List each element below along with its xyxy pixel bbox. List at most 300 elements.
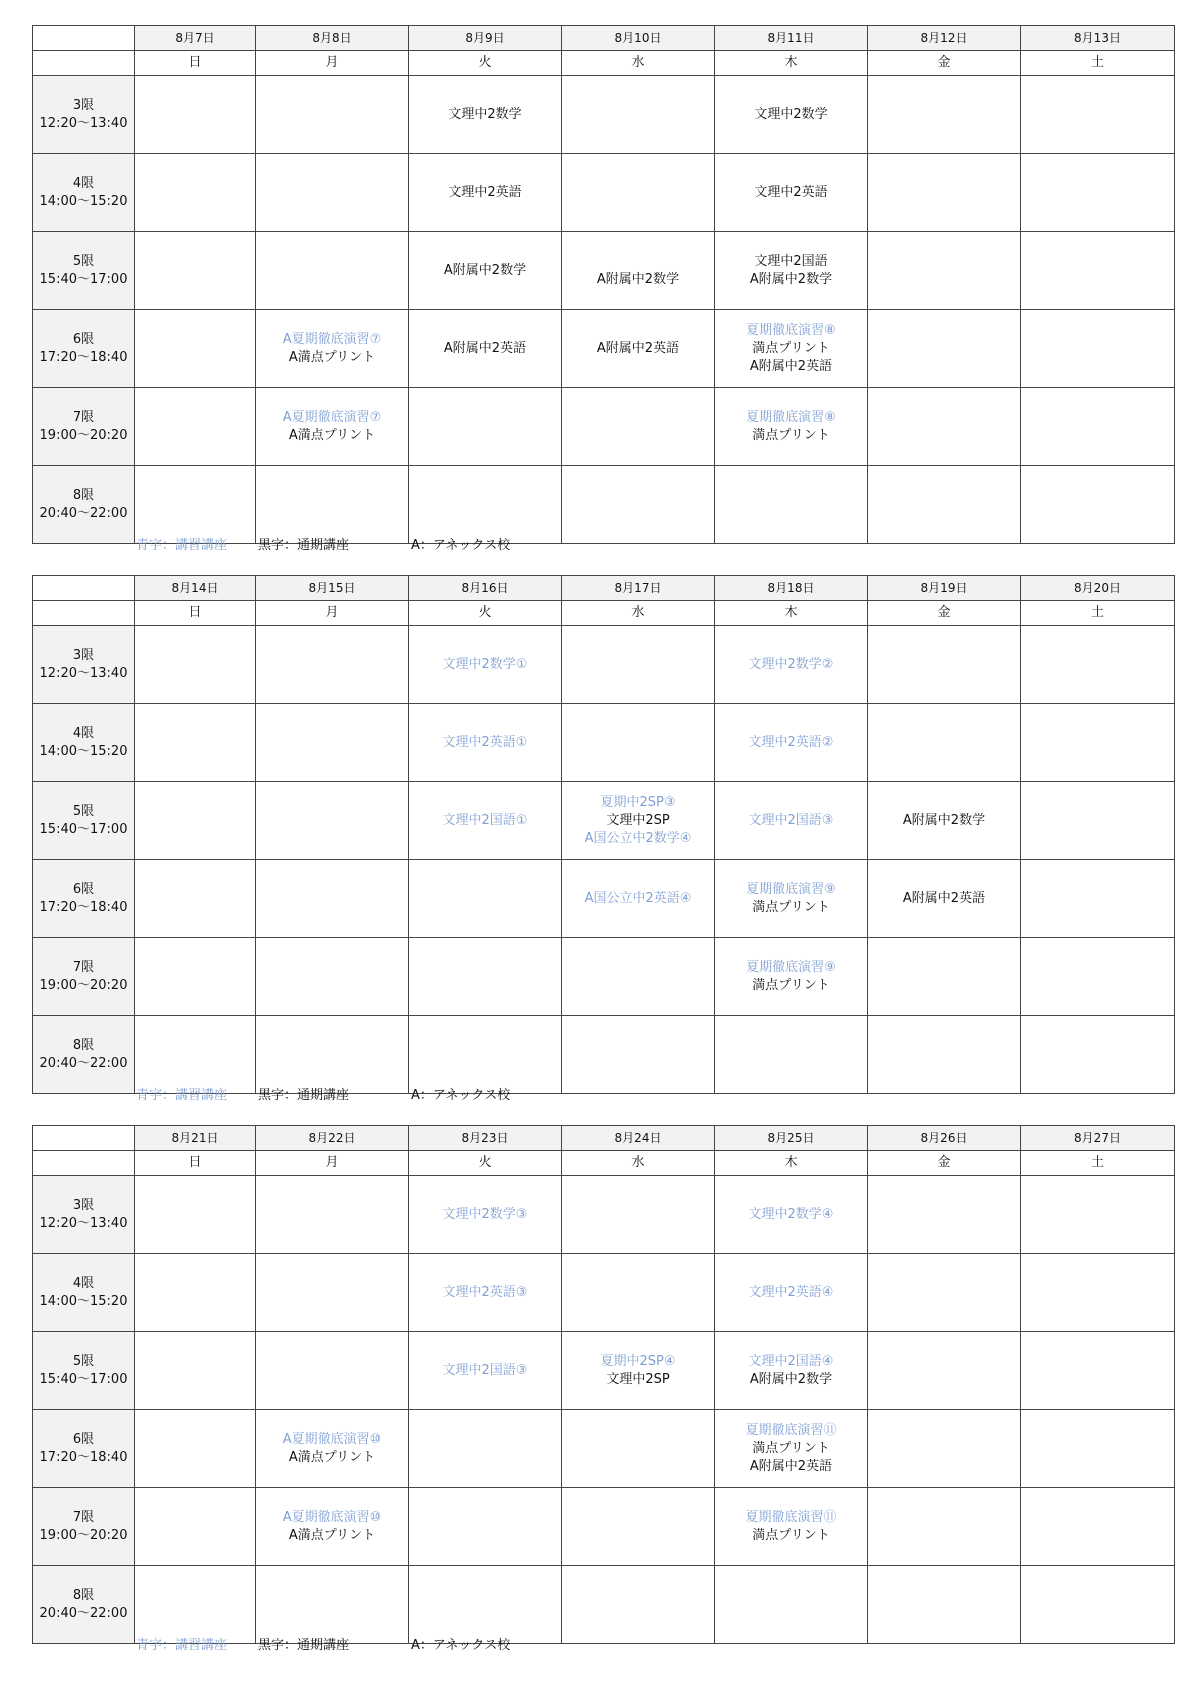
period-name: 6限 xyxy=(72,1431,95,1447)
class-cell xyxy=(715,154,868,232)
period-row xyxy=(33,626,1175,704)
regular-course: 満点プリント xyxy=(752,977,830,993)
seasonal-course: 文理中2英語① xyxy=(442,734,528,750)
class-cell xyxy=(135,232,256,310)
period-row xyxy=(33,938,1175,1016)
period-label xyxy=(33,1254,135,1332)
class-cell xyxy=(1021,704,1175,782)
class-cell xyxy=(135,860,256,938)
class-cell xyxy=(1021,388,1175,466)
corner-cell xyxy=(33,576,135,601)
class-cell xyxy=(135,1566,256,1644)
class-cell xyxy=(1021,76,1175,154)
class-cell xyxy=(868,310,1021,388)
seasonal-course: 文理中2英語③ xyxy=(442,1284,528,1300)
period-name: 7限 xyxy=(72,409,95,425)
seasonal-course: 文理中2数学② xyxy=(748,656,834,672)
weekday-header: 土 xyxy=(1021,601,1175,626)
period-row xyxy=(33,1016,1175,1094)
legend-blue: 青字：講習講座 xyxy=(136,538,228,553)
corner-cell xyxy=(33,1151,135,1176)
period-label xyxy=(33,626,135,704)
timetable xyxy=(32,575,1175,1094)
period-name: 4限 xyxy=(72,1275,95,1291)
class-cell xyxy=(715,782,868,860)
period-label xyxy=(33,1016,135,1094)
class-cell xyxy=(135,154,256,232)
period-row xyxy=(33,1488,1175,1566)
legend xyxy=(32,1083,1174,1103)
class-cell xyxy=(1021,1016,1175,1094)
class-cell xyxy=(1021,310,1175,388)
class-cell xyxy=(409,1410,562,1488)
class-cell xyxy=(868,1488,1021,1566)
regular-course: 満点プリント xyxy=(752,340,830,356)
period-label xyxy=(33,782,135,860)
seasonal-course: 文理中2国語③ xyxy=(442,1362,528,1378)
class-cell xyxy=(409,310,562,388)
date-header: 8月20日 xyxy=(1021,576,1175,601)
class-cell xyxy=(715,1488,868,1566)
period-label xyxy=(33,860,135,938)
class-cell xyxy=(562,626,715,704)
date-header: 8月15日 xyxy=(256,576,409,601)
class-cell xyxy=(409,1254,562,1332)
legend-black: 黒字：通期講座 xyxy=(258,538,350,553)
weekday-header: 土 xyxy=(1021,51,1175,76)
legend xyxy=(32,533,1174,553)
class-cell xyxy=(256,388,409,466)
period-name: 3限 xyxy=(72,97,95,113)
date-header: 8月16日 xyxy=(409,576,562,601)
period-row xyxy=(33,310,1175,388)
legend-blue: 青字：講習講座 xyxy=(136,1088,228,1103)
class-cell xyxy=(256,1488,409,1566)
class-cell xyxy=(1021,782,1175,860)
period-label xyxy=(33,1488,135,1566)
class-cell xyxy=(868,782,1021,860)
class-cell xyxy=(562,1254,715,1332)
regular-course: A附属中2数学 xyxy=(749,271,833,287)
class-cell xyxy=(715,1254,868,1332)
period-name: 4限 xyxy=(72,725,95,741)
period-label xyxy=(33,704,135,782)
class-cell xyxy=(409,388,562,466)
class-cell xyxy=(256,860,409,938)
period-name: 8限 xyxy=(72,1587,95,1603)
date-header: 8月13日 xyxy=(1021,26,1175,51)
legend-annex: A：アネックス校 xyxy=(411,1088,511,1103)
period-time: 17:20～18:40 xyxy=(39,1449,128,1465)
period-time: 20:40～22:00 xyxy=(39,1605,128,1621)
period-name: 8限 xyxy=(72,1037,95,1053)
class-cell xyxy=(409,626,562,704)
weekday-header: 日 xyxy=(135,1151,256,1176)
legend-black: 黒字：通期講座 xyxy=(258,1638,350,1653)
class-cell xyxy=(715,232,868,310)
date-header: 8月24日 xyxy=(562,1126,715,1151)
regular-course: A満点プリント xyxy=(288,1527,376,1543)
weekday-header: 火 xyxy=(409,51,562,76)
class-cell xyxy=(135,388,256,466)
period-time: 19:00～20:20 xyxy=(39,427,128,443)
class-cell xyxy=(562,782,715,860)
weekday-header: 火 xyxy=(409,1151,562,1176)
weekday-header: 火 xyxy=(409,601,562,626)
period-name: 6限 xyxy=(72,881,95,897)
class-cell xyxy=(135,1176,256,1254)
class-cell xyxy=(562,388,715,466)
period-row xyxy=(33,1332,1175,1410)
class-cell xyxy=(562,310,715,388)
week-schedule-2 xyxy=(32,575,1174,1103)
seasonal-course: A国公立中2数学④ xyxy=(584,830,692,846)
class-cell xyxy=(715,704,868,782)
class-cell xyxy=(562,1410,715,1488)
period-row xyxy=(33,1254,1175,1332)
regular-course: A満点プリント xyxy=(288,1449,376,1465)
period-row xyxy=(33,466,1175,544)
date-header: 8月7日 xyxy=(135,26,256,51)
weekday-header: 金 xyxy=(868,1151,1021,1176)
period-time: 20:40～22:00 xyxy=(39,1055,128,1071)
period-label xyxy=(33,388,135,466)
period-row xyxy=(33,782,1175,860)
class-cell xyxy=(868,1332,1021,1410)
period-time: 19:00～20:20 xyxy=(39,977,128,993)
class-cell xyxy=(1021,466,1175,544)
corner-cell xyxy=(33,26,135,51)
period-name: 7限 xyxy=(72,1509,95,1525)
regular-course: A満点プリント xyxy=(288,427,376,443)
period-label xyxy=(33,938,135,1016)
period-time: 20:40～22:00 xyxy=(39,505,128,521)
class-cell xyxy=(1021,860,1175,938)
class-cell xyxy=(562,1016,715,1094)
class-cell xyxy=(868,1254,1021,1332)
period-row xyxy=(33,860,1175,938)
seasonal-course: 文理中2国語④ xyxy=(748,1353,834,1369)
class-cell xyxy=(409,938,562,1016)
period-row xyxy=(33,1566,1175,1644)
date-header: 8月26日 xyxy=(868,1126,1021,1151)
regular-course: A附属中2数学 xyxy=(596,271,680,287)
class-cell xyxy=(409,154,562,232)
class-cell xyxy=(715,860,868,938)
class-cell xyxy=(715,1176,868,1254)
class-cell xyxy=(256,1410,409,1488)
period-time: 12:20～13:40 xyxy=(39,665,128,681)
regular-course: 文理中2数学 xyxy=(754,106,828,122)
period-row xyxy=(33,76,1175,154)
class-cell xyxy=(256,704,409,782)
period-label xyxy=(33,1566,135,1644)
date-header: 8月19日 xyxy=(868,576,1021,601)
period-name: 8限 xyxy=(72,487,95,503)
regular-course xyxy=(562,253,714,271)
seasonal-course: A夏期徹底演習⑦ xyxy=(282,409,382,425)
date-header: 8月22日 xyxy=(256,1126,409,1151)
period-name: 5限 xyxy=(72,803,95,819)
seasonal-course: A国公立中2英語④ xyxy=(584,890,692,906)
seasonal-course: 夏期徹底演習⑪ xyxy=(745,1509,837,1525)
class-cell xyxy=(1021,1176,1175,1254)
period-name: 4限 xyxy=(72,175,95,191)
seasonal-course: 文理中2国語① xyxy=(442,812,528,828)
date-header: 8月9日 xyxy=(409,26,562,51)
class-cell xyxy=(1021,1566,1175,1644)
class-cell xyxy=(715,1566,868,1644)
class-cell xyxy=(562,1332,715,1410)
class-cell xyxy=(868,1176,1021,1254)
regular-course: 文理中2英語 xyxy=(754,184,828,200)
class-cell xyxy=(1021,1254,1175,1332)
date-header: 8月21日 xyxy=(135,1126,256,1151)
period-row xyxy=(33,1176,1175,1254)
class-cell xyxy=(135,1488,256,1566)
class-cell xyxy=(1021,1410,1175,1488)
class-cell xyxy=(562,1488,715,1566)
class-cell xyxy=(562,232,715,310)
class-cell xyxy=(256,1176,409,1254)
date-header: 8月11日 xyxy=(715,26,868,51)
class-cell xyxy=(1021,154,1175,232)
period-label xyxy=(33,76,135,154)
class-cell xyxy=(256,938,409,1016)
weekday-header: 水 xyxy=(562,51,715,76)
class-cell xyxy=(562,466,715,544)
class-cell xyxy=(256,154,409,232)
date-header: 8月10日 xyxy=(562,26,715,51)
regular-course: A附属中2英語 xyxy=(749,358,833,374)
class-cell xyxy=(715,1410,868,1488)
class-cell xyxy=(715,466,868,544)
class-cell xyxy=(868,232,1021,310)
weekday-header: 月 xyxy=(256,601,409,626)
weekday-header: 日 xyxy=(135,601,256,626)
class-cell xyxy=(409,1176,562,1254)
class-cell xyxy=(409,76,562,154)
seasonal-course: 文理中2国語③ xyxy=(748,812,834,828)
class-cell xyxy=(715,626,868,704)
seasonal-course: 夏期徹底演習⑪ xyxy=(745,1422,837,1438)
seasonal-course: A夏期徹底演習⑩ xyxy=(282,1431,382,1447)
regular-course: 満点プリント xyxy=(752,1527,830,1543)
class-cell xyxy=(256,1332,409,1410)
class-cell xyxy=(562,938,715,1016)
date-header: 8月27日 xyxy=(1021,1126,1175,1151)
regular-course: 文理中2数学 xyxy=(448,106,522,122)
period-label xyxy=(33,1176,135,1254)
class-cell xyxy=(562,860,715,938)
weekday-header: 日 xyxy=(135,51,256,76)
class-cell xyxy=(868,1410,1021,1488)
class-cell xyxy=(409,704,562,782)
weekday-header: 木 xyxy=(715,1151,868,1176)
class-cell xyxy=(562,76,715,154)
class-cell xyxy=(562,154,715,232)
class-cell xyxy=(409,860,562,938)
period-time: 12:20～13:40 xyxy=(39,115,128,131)
legend-black: 黒字：通期講座 xyxy=(258,1088,350,1103)
date-header: 8月25日 xyxy=(715,1126,868,1151)
weekday-header: 土 xyxy=(1021,1151,1175,1176)
class-cell xyxy=(868,388,1021,466)
class-cell xyxy=(868,626,1021,704)
regular-course: A附属中2数学 xyxy=(749,1371,833,1387)
class-cell xyxy=(135,466,256,544)
class-cell xyxy=(868,938,1021,1016)
regular-course: 満点プリント xyxy=(752,899,830,915)
class-cell xyxy=(135,1016,256,1094)
legend-annex: A：アネックス校 xyxy=(411,538,511,553)
regular-course: 文理中2英語 xyxy=(448,184,522,200)
seasonal-course: 文理中2数学④ xyxy=(748,1206,834,1222)
seasonal-course: 夏期徹底演習⑨ xyxy=(746,881,836,897)
regular-course: 満点プリント xyxy=(752,1440,830,1456)
class-cell xyxy=(1021,1332,1175,1410)
regular-course: A附属中2英語 xyxy=(749,1458,833,1474)
weekday-header: 木 xyxy=(715,601,868,626)
period-time: 15:40～17:00 xyxy=(39,821,128,837)
period-row xyxy=(33,388,1175,466)
date-header: 8月18日 xyxy=(715,576,868,601)
class-cell xyxy=(256,1016,409,1094)
regular-course: A附属中2数学 xyxy=(902,812,986,828)
seasonal-course: A夏期徹底演習⑩ xyxy=(282,1509,382,1525)
period-row xyxy=(33,232,1175,310)
class-cell xyxy=(868,1566,1021,1644)
period-label xyxy=(33,1332,135,1410)
class-cell xyxy=(562,704,715,782)
regular-course: A附属中2英語 xyxy=(443,340,527,356)
class-cell xyxy=(256,1566,409,1644)
class-cell xyxy=(135,782,256,860)
date-header: 8月14日 xyxy=(135,576,256,601)
class-cell xyxy=(135,938,256,1016)
period-name: 3限 xyxy=(72,1197,95,1213)
seasonal-course: 夏期徹底演習⑨ xyxy=(746,959,836,975)
class-cell xyxy=(135,626,256,704)
class-cell xyxy=(1021,1488,1175,1566)
class-cell xyxy=(256,1254,409,1332)
weekday-header: 金 xyxy=(868,601,1021,626)
seasonal-course: 夏期中2SP④ xyxy=(600,1353,676,1369)
class-cell xyxy=(715,1016,868,1094)
class-cell xyxy=(868,76,1021,154)
class-cell xyxy=(409,782,562,860)
class-cell xyxy=(715,76,868,154)
legend xyxy=(32,1633,1174,1653)
seasonal-course: 夏期徹底演習⑧ xyxy=(746,322,836,338)
class-cell xyxy=(409,1332,562,1410)
period-name: 5限 xyxy=(72,253,95,269)
class-cell xyxy=(256,232,409,310)
class-cell xyxy=(868,860,1021,938)
regular-course: A附属中2数学 xyxy=(443,262,527,278)
period-time: 14:00～15:20 xyxy=(39,1293,128,1309)
date-header: 8月17日 xyxy=(562,576,715,601)
class-cell xyxy=(868,1016,1021,1094)
class-cell xyxy=(562,1176,715,1254)
class-cell xyxy=(135,1332,256,1410)
timetable xyxy=(32,25,1175,544)
seasonal-course: 文理中2英語④ xyxy=(748,1284,834,1300)
class-cell xyxy=(409,232,562,310)
period-name: 5限 xyxy=(72,1353,95,1369)
class-cell xyxy=(715,388,868,466)
date-header: 8月12日 xyxy=(868,26,1021,51)
weekday-header: 木 xyxy=(715,51,868,76)
class-cell xyxy=(1021,938,1175,1016)
seasonal-course: 文理中2数学③ xyxy=(442,1206,528,1222)
period-row xyxy=(33,1410,1175,1488)
seasonal-course: 文理中2英語② xyxy=(748,734,834,750)
date-header: 8月8日 xyxy=(256,26,409,51)
period-row xyxy=(33,154,1175,232)
period-label xyxy=(33,1410,135,1488)
seasonal-course: A夏期徹底演習⑦ xyxy=(282,331,382,347)
class-cell xyxy=(256,626,409,704)
seasonal-course: 文理中2数学① xyxy=(442,656,528,672)
class-cell xyxy=(868,704,1021,782)
class-cell xyxy=(135,1254,256,1332)
weekday-header: 月 xyxy=(256,51,409,76)
class-cell xyxy=(1021,626,1175,704)
period-time: 17:20～18:40 xyxy=(39,349,128,365)
class-cell xyxy=(135,704,256,782)
regular-course: A満点プリント xyxy=(288,349,376,365)
seasonal-course: 夏期徹底演習⑧ xyxy=(746,409,836,425)
period-name: 6限 xyxy=(72,331,95,347)
class-cell xyxy=(409,1566,562,1644)
period-label xyxy=(33,232,135,310)
regular-course: 文理中2SP xyxy=(606,1371,670,1387)
weekday-header: 水 xyxy=(562,601,715,626)
class-cell xyxy=(715,310,868,388)
class-cell xyxy=(868,154,1021,232)
week-schedule-3 xyxy=(32,1125,1174,1653)
weekday-header: 水 xyxy=(562,1151,715,1176)
class-cell xyxy=(1021,232,1175,310)
period-time: 15:40～17:00 xyxy=(39,1371,128,1387)
class-cell xyxy=(256,310,409,388)
regular-course: A附属中2英語 xyxy=(902,890,986,906)
regular-course: 満点プリント xyxy=(752,427,830,443)
period-name: 3限 xyxy=(72,647,95,663)
date-header: 8月23日 xyxy=(409,1126,562,1151)
corner-cell xyxy=(33,51,135,76)
period-label xyxy=(33,154,135,232)
seasonal-course: 夏期中2SP③ xyxy=(600,794,676,810)
class-cell xyxy=(135,76,256,154)
week-schedule-1 xyxy=(32,25,1174,553)
period-row xyxy=(33,704,1175,782)
class-cell xyxy=(409,1016,562,1094)
class-cell xyxy=(135,310,256,388)
period-name: 7限 xyxy=(72,959,95,975)
regular-course: A附属中2英語 xyxy=(596,340,680,356)
regular-course: 文理中2国語 xyxy=(754,253,828,269)
weekday-header: 月 xyxy=(256,1151,409,1176)
class-cell xyxy=(868,466,1021,544)
legend-blue: 青字：講習講座 xyxy=(136,1638,228,1653)
legend-annex: A：アネックス校 xyxy=(411,1638,511,1653)
period-label xyxy=(33,466,135,544)
timetable xyxy=(32,1125,1175,1644)
class-cell xyxy=(135,1410,256,1488)
class-cell xyxy=(715,1332,868,1410)
